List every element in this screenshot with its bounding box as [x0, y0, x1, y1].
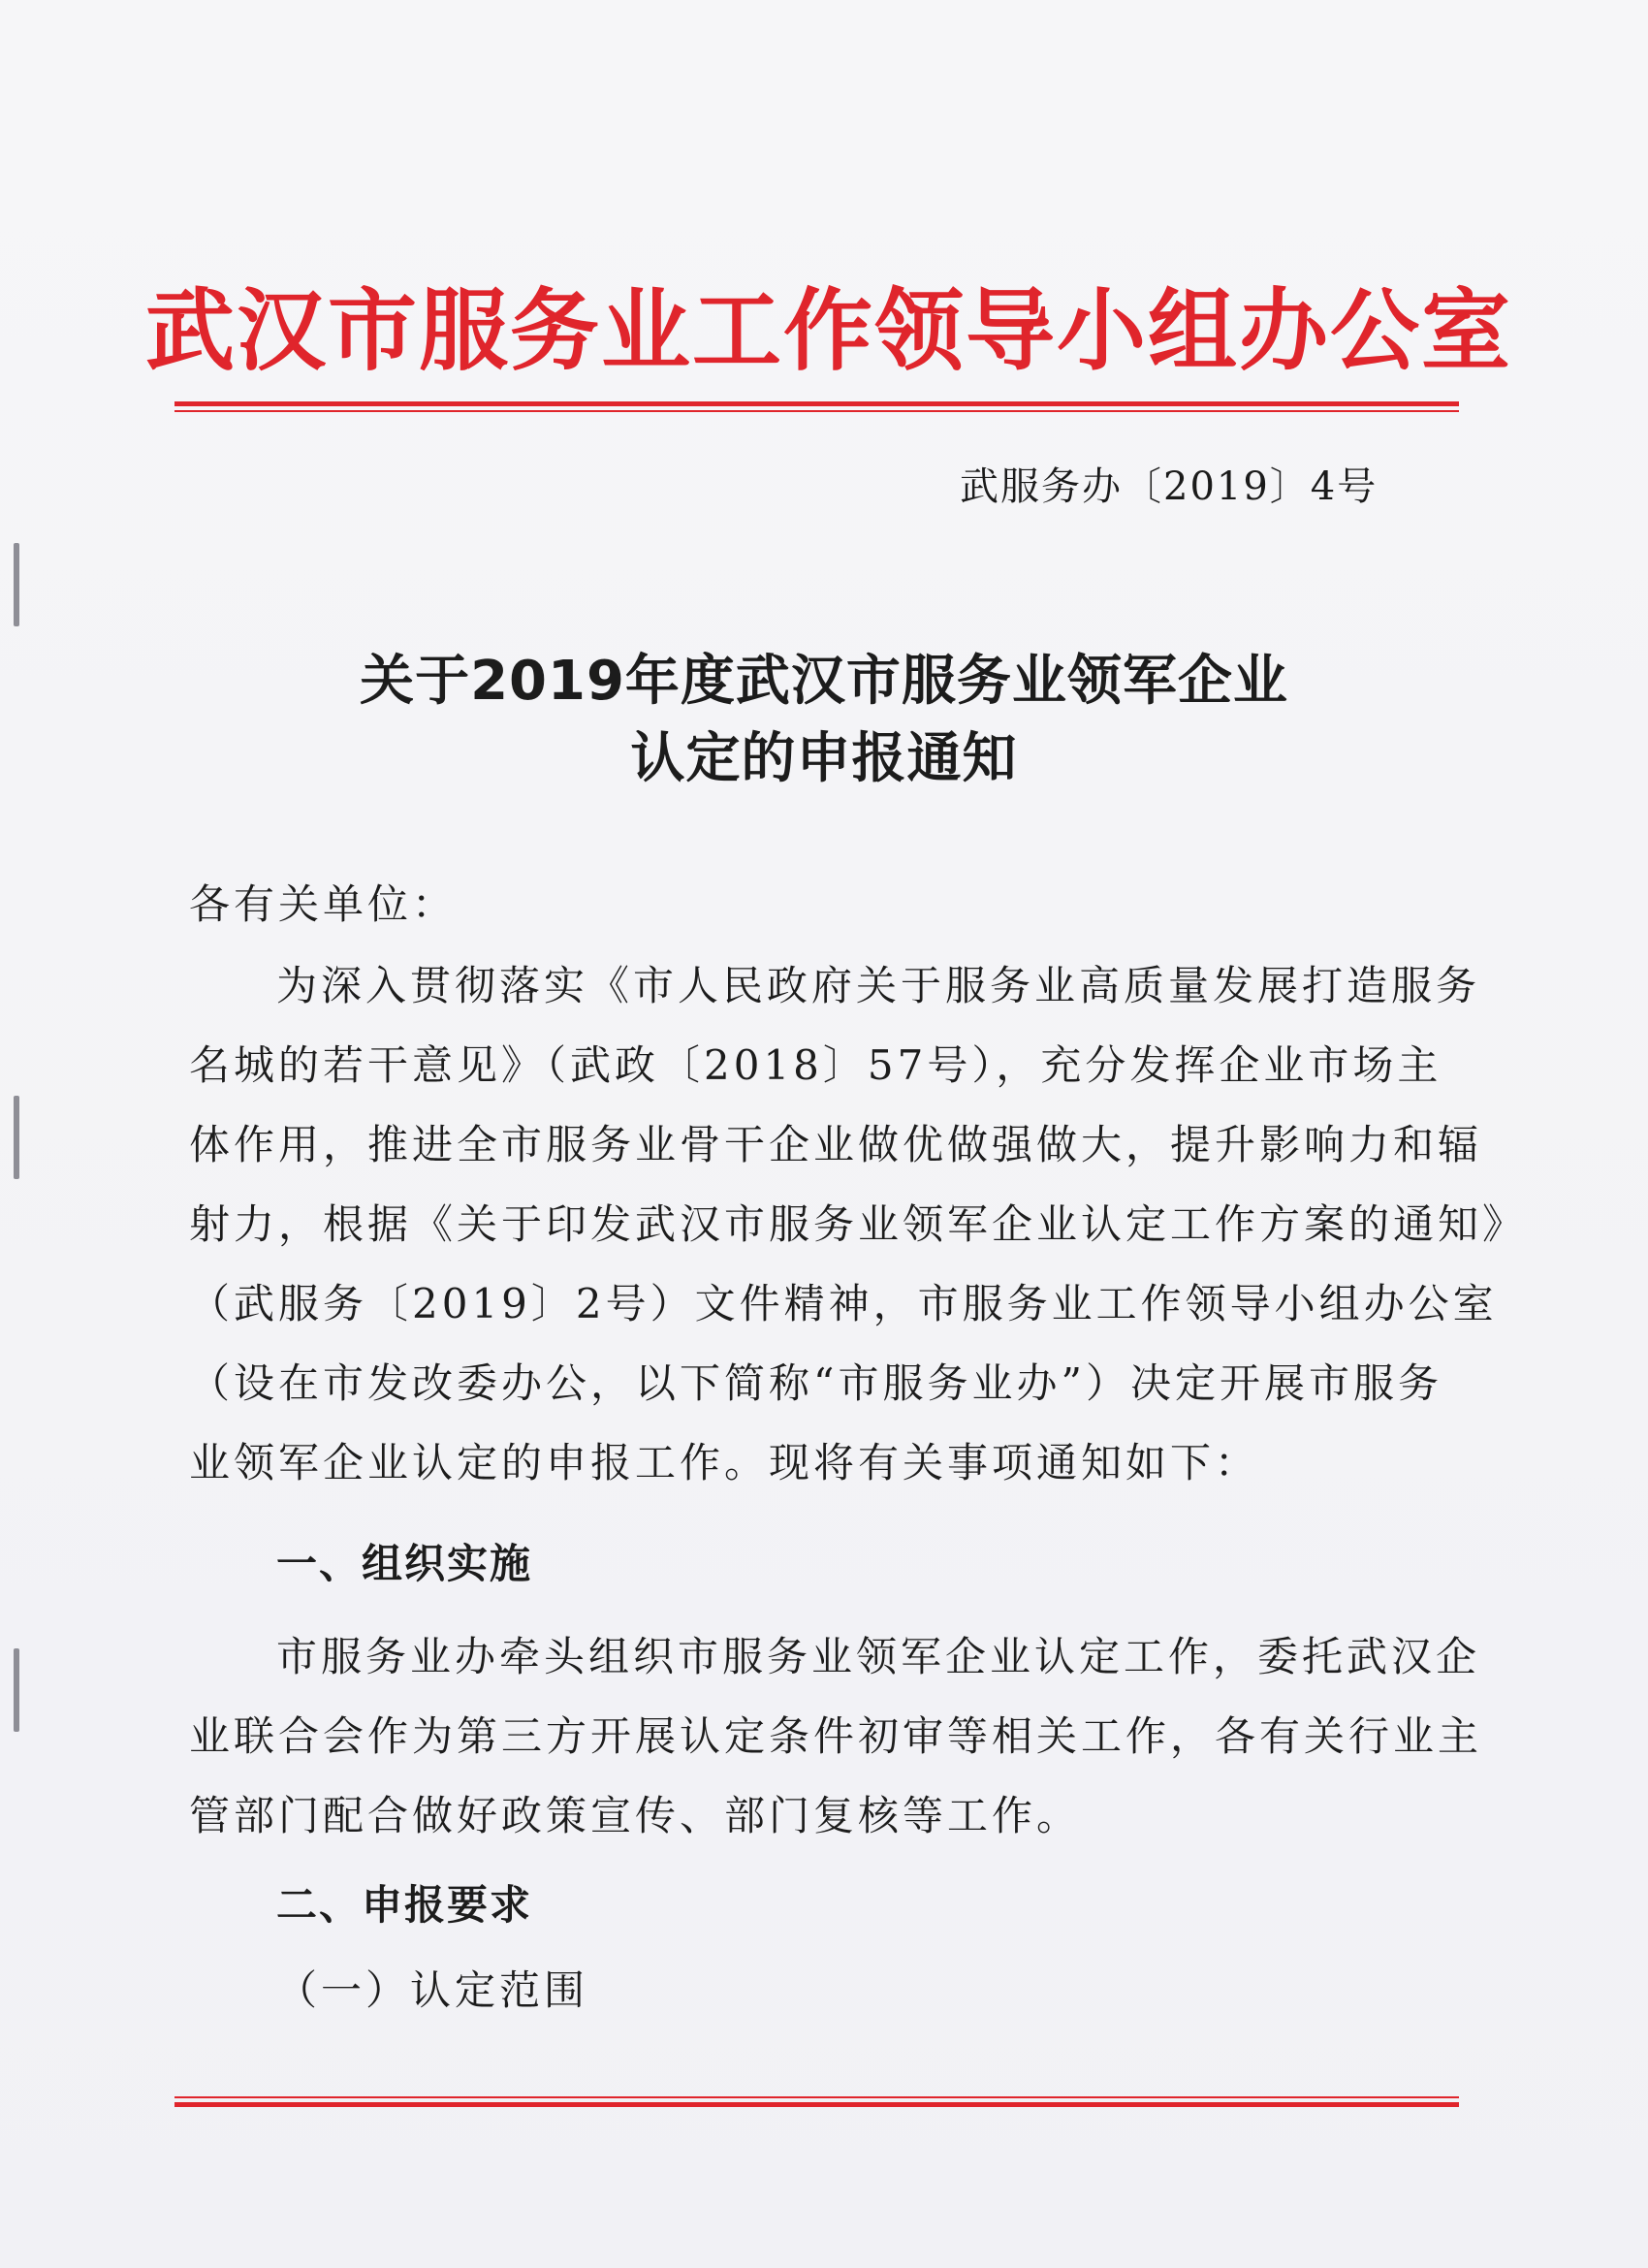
section-heading: 二、申报要求	[276, 1881, 533, 1929]
binding-hole	[14, 1648, 19, 1732]
document-number: 武服务办〔2019〕4号	[960, 464, 1379, 509]
salutation: 各有关单位：	[189, 880, 458, 928]
paragraph-line: 业联合会作为第三方开展认定条件初审等相关工作，各有关行业主	[189, 1712, 1483, 1760]
paragraph-line: （设在市发改委办公，以下简称“市服务业办”）决定开展市服务	[189, 1359, 1442, 1407]
footer-red-rule-thin	[174, 2096, 1459, 2098]
issuing-office-title: 武汉市服务业工作领导小组办公室	[145, 279, 1513, 383]
header-red-rule-thin	[174, 410, 1459, 412]
document-title-line-1: 关于2019年度武汉市服务业领军企业	[360, 650, 1288, 713]
binding-hole	[14, 543, 19, 626]
paragraph-line: 为深入贯彻落实《市人民政府关于服务业高质量发展打造服务	[276, 962, 1481, 1009]
paragraph-line: （武服务〔2019〕2号）文件精神，市服务业工作领导小组办公室	[189, 1280, 1498, 1327]
paragraph-line: 名城的若干意见》（武政〔2018〕57号），充分发挥企业市场主	[189, 1041, 1442, 1089]
paragraph-line: 射力，根据《关于印发武汉市服务业领军企业认定工作方案的通知》	[189, 1200, 1528, 1248]
subsection-heading: （一）认定范围	[276, 1966, 589, 2014]
paragraph-line: 体作用，推进全市服务业骨干企业做优做强做大，提升影响力和辐	[189, 1121, 1483, 1168]
section-heading: 一、组织实施	[276, 1540, 533, 1587]
header-red-rule	[174, 401, 1459, 406]
paragraph-line: 市服务业办牵头组织市服务业领军企业认定工作，委托武汉企	[276, 1633, 1481, 1680]
paragraph-line: 管部门配合做好政策宣传、部门复核等工作。	[189, 1792, 1082, 1839]
document-title-line-2: 认定的申报通知	[630, 727, 1018, 790]
binding-hole	[14, 1096, 19, 1179]
footer-red-rule	[174, 2102, 1459, 2107]
paragraph-line: 业领军企业认定的申报工作。现将有关事项通知如下：	[189, 1439, 1260, 1486]
